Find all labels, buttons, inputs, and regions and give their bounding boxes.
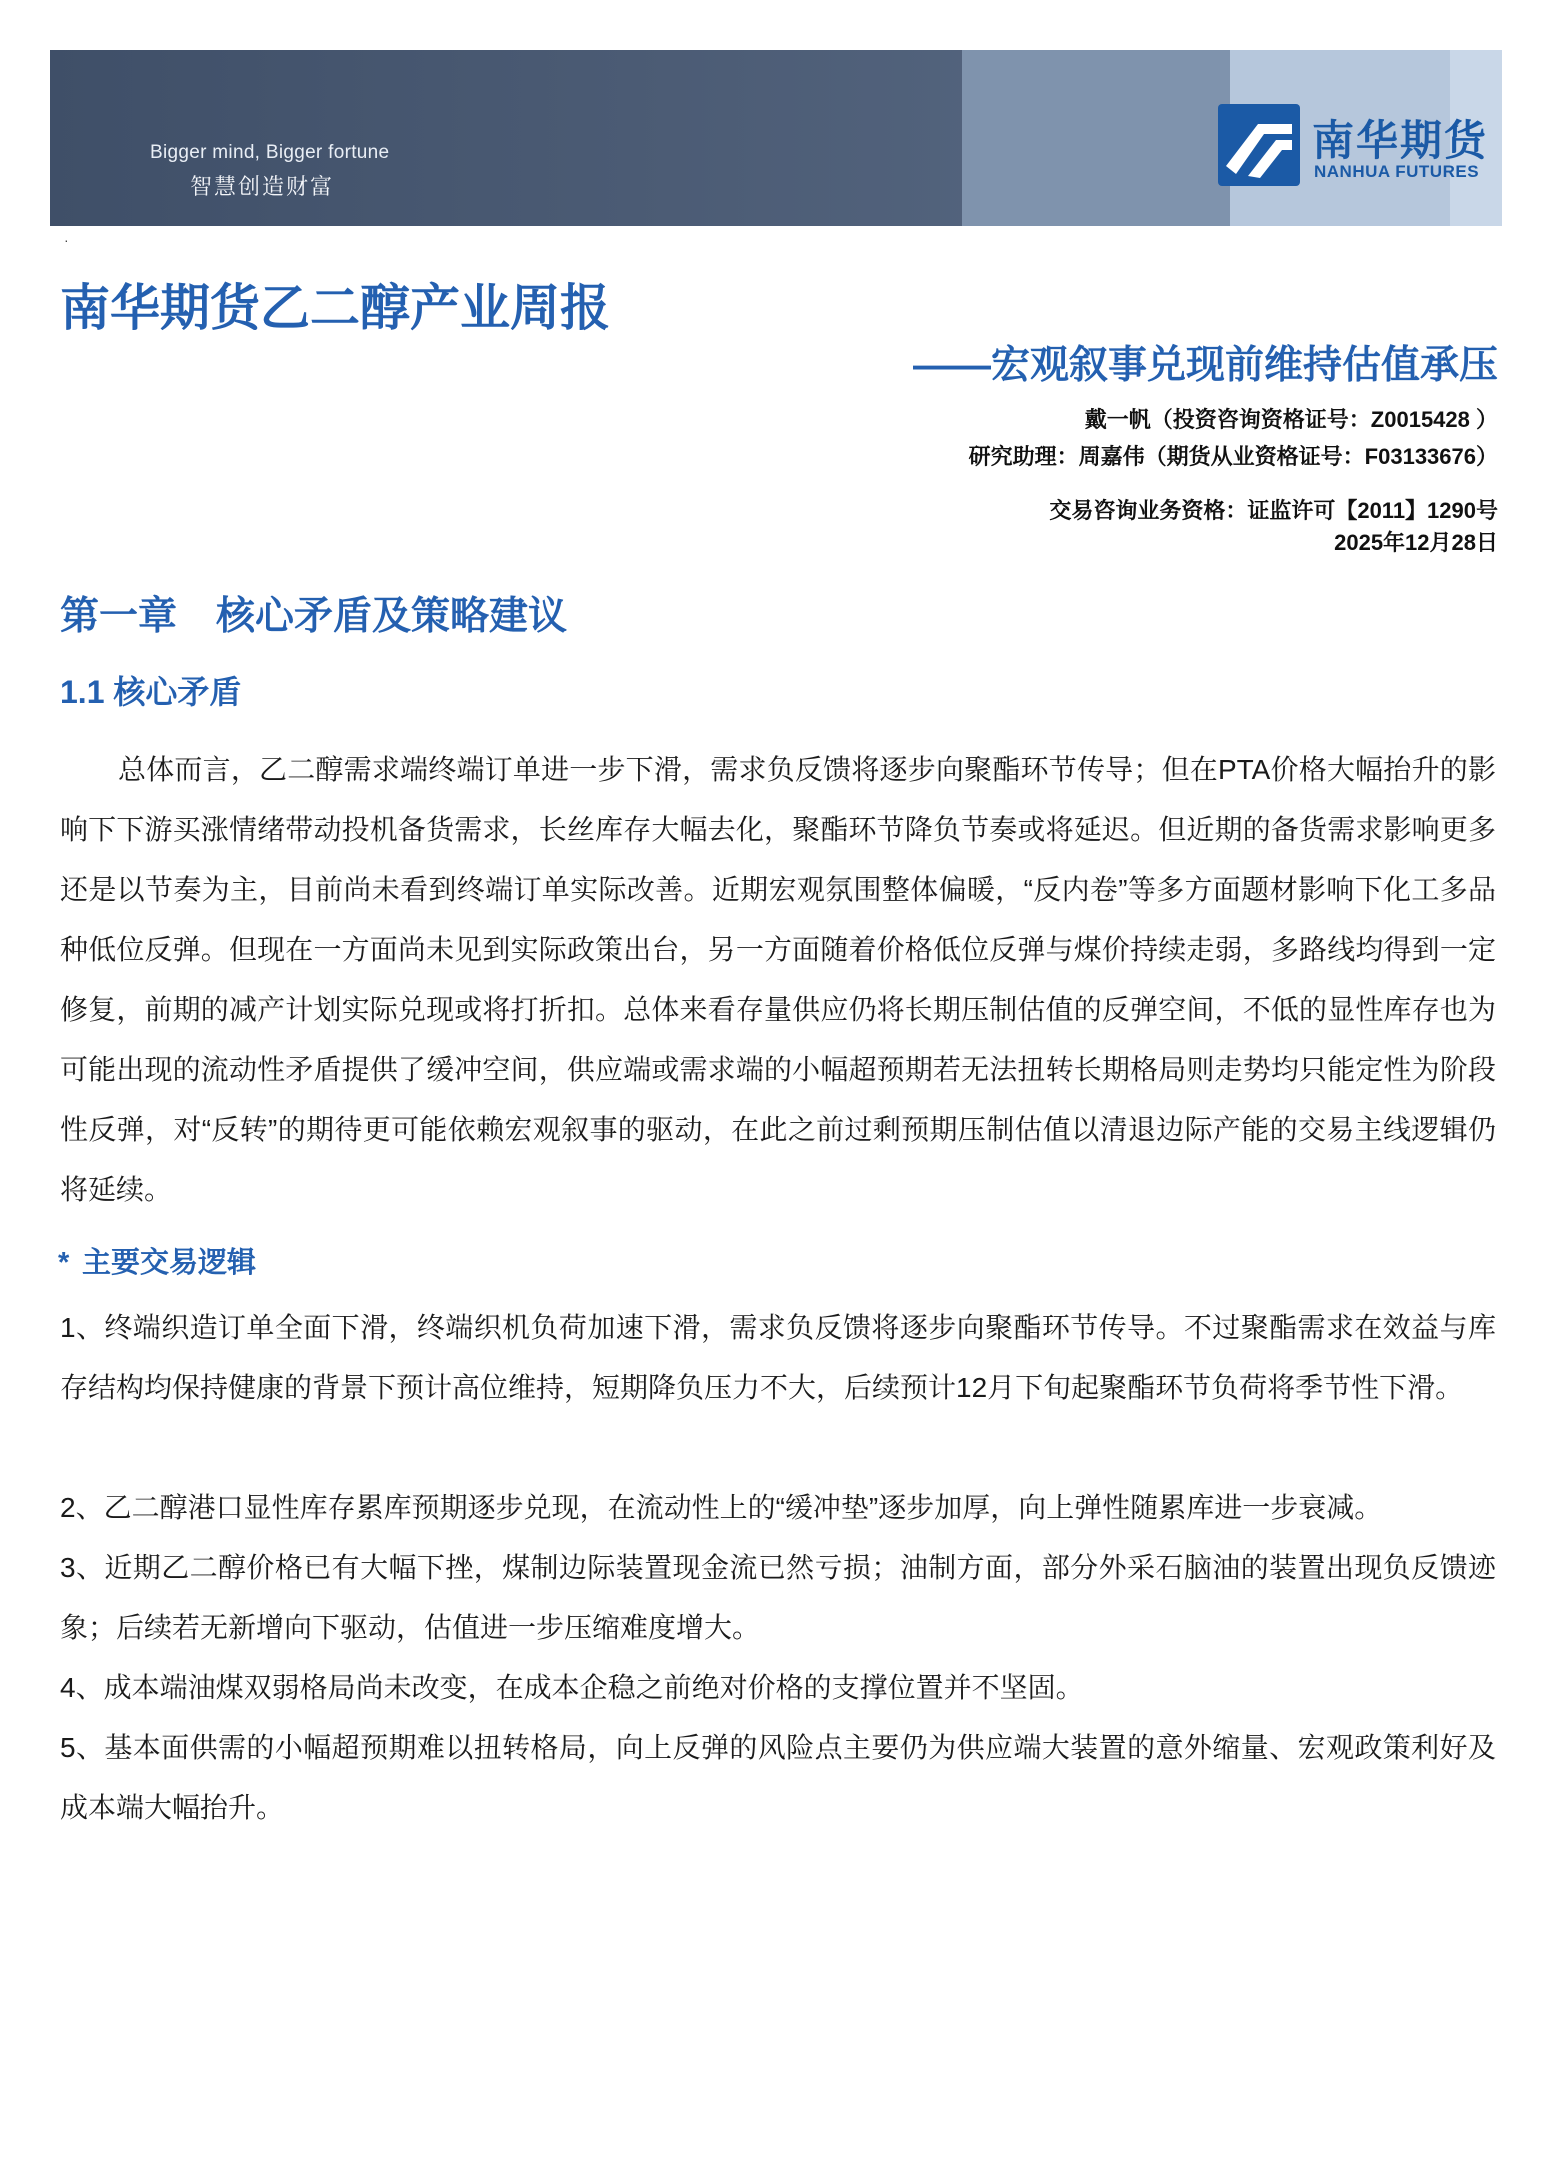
- chapter-title: 第一章 核心矛盾及策略建议: [60, 595, 568, 638]
- section-title: 1.1 核心矛盾: [60, 674, 242, 710]
- assistant-line: 研究助理：周嘉伟（期货从业资格证号：F03133676）: [968, 444, 1498, 469]
- logo-text-chinese: 南华期货: [1312, 117, 1489, 164]
- logic-heading: [58, 1240, 256, 1281]
- logo-text-english: NANHUA FUTURES: [1314, 162, 1480, 181]
- nanhua-logo-icon: [1218, 104, 1300, 186]
- star-icon: *: [58, 1247, 70, 1279]
- report-subtitle: ——宏观叙事兑现前维持估值承压: [912, 344, 1498, 387]
- logic-heading-label: 主要交易逻辑: [82, 1247, 257, 1279]
- banner-band: [962, 50, 1230, 226]
- logic-item-4: 4、成本端油煤双弱格局尚未改变，在成本企稳之前绝对价格的支撑位置并不坚固。: [60, 1672, 1084, 1703]
- page-dot: ·: [64, 232, 69, 248]
- header-banner: [50, 50, 1502, 226]
- logic-item-2: 2、乙二醇港口显性库存累库预期逐步兑现，在流动性上的“缓冲垫”逐步加厚，向上弹性随累库进一步衰减。: [60, 1492, 1383, 1523]
- license-line: 交易咨询业务资格：证监许可【2011】1290号: [1049, 498, 1498, 523]
- logic-item-3: 3、近期乙二醇价格已有大幅下挫，煤制边际装置现金流已然亏损；油制方面，部分外采石脑油的装置出现负反馈迹象；后续若无新增向下驱动，估值进一步压缩难度增大。: [60, 1552, 1496, 1643]
- logic-item-5: 5、基本面供需的小幅超预期难以扭转格局，向上反弹的风险点主要仍为供应端大装置的意外缩量、宏观政策利好及成本端大幅抬升。: [60, 1732, 1496, 1823]
- analyst-line: 戴一帆（投资咨询资格证号：Z0015428 ）: [1084, 407, 1498, 432]
- slogan-chinese: 智慧创造财富: [190, 174, 335, 199]
- report-date: 2025年12月28日: [1334, 530, 1498, 555]
- slogan-english: Bigger mind, Bigger fortune: [150, 142, 390, 163]
- summary-paragraph: 总体而言，乙二醇需求端终端订单进一步下滑，需求负反馈将逐步向聚酯环节传导；但在PTA价格大幅抬升的影响下下游买涨情绪带动投机备货需求，长丝库存大幅去化，聚酯环节降负节奏或将延迟。但近期的备货需求影响更多还是以节奏为主，目前尚未看到终端订单实际改善。近期宏观氛围整体偏暖，“反内卷”等多方面题材影响下化工多品种低位反弹。但现在一方面尚未见到实际政策出台，另一方面随着价格低位反弹与煤价持续走弱，多路线均得到一定修复，前期的减产计划实际兑现或将打折扣。总体来看存量供应仍将长期压制估值的反弹空间，不低的显性库存也为可能出现的流动性矛盾提供了缓冲空间，供应端或需求端的小幅超预期若无法扭转长期格局则走势均只能定性为阶段性反弹，对“反转”的期待更可能依赖宏观叙事的驱动，在此之前过剩预期压制估值以清退边际产能的交易主线逻辑仍将延续。: [60, 754, 1496, 1205]
- report-title: 南华期货乙二醇产业周报: [60, 280, 610, 336]
- logic-item-1: 1、终端织造订单全面下滑，终端织机负荷加速下滑，需求负反馈将逐步向聚酯环节传导。不过聚酯需求在效益与库存结构均保持健康的背景下预计高位维持，短期降负压力不大，后续预计12月下旬起聚酯环节负荷将季节性下滑。: [60, 1312, 1496, 1403]
